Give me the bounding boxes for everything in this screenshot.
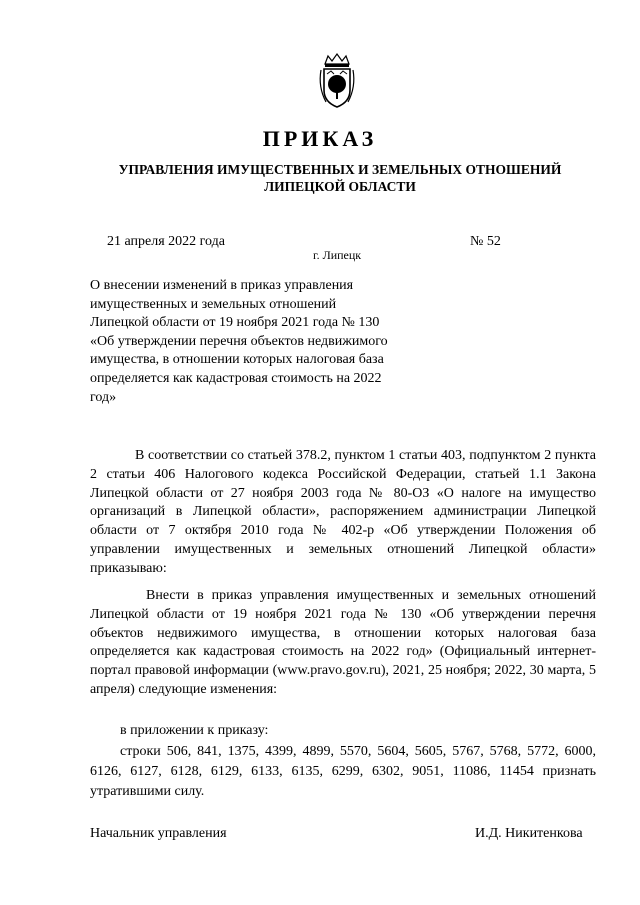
issuing-authority xyxy=(80,161,600,195)
document-number: № 52 xyxy=(470,234,501,249)
rows-list-paragraph: строки 506, 841, 1375, 4399, 4899, 5570, 5604, 5605, 5767, 5768, 5772, 6000, 6126, 6127, 6128, 6129, 6133, 6135, 6299, 6302, 9051, 11086, 11454 признать утратившими силу. xyxy=(90,744,596,799)
issuing-authority-line2: ЛИПЕЦКОЙ ОБЛАСТИ xyxy=(264,179,416,194)
signatory-name: И.Д. Никитенкова xyxy=(475,826,583,841)
document-date: 21 апреля 2022 года xyxy=(107,234,225,249)
appendix-label: в приложении к приказу: xyxy=(120,723,269,738)
document-subject: О внесении изменений в приказ управления имущественных и земельных отношений Липецкой области от 19 ноября 2021 года № 130 «Об утверждении перечня объектов недвижимого имущества, в отношении которых налоговая база определяется как кадастровая стоимость на 2022 год» xyxy=(90,278,388,405)
document-city: г. Липецк xyxy=(313,248,362,262)
document-title: ПРИКАЗ xyxy=(262,126,378,151)
coat-of-arms-icon xyxy=(316,52,358,110)
issuing-authority-line1: УПРАВЛЕНИЯ ИМУЩЕСТВЕННЫХ И ЗЕМЕЛЬНЫХ ОТНОШЕНИЙ xyxy=(118,162,562,177)
order-paragraph: Внести в приказ управления имущественных и земельных отношений Липецкой области от 19 ноября 2021 года № 130 «Об утверждении перечня объектов недвижимого имущества, в отношении которых налоговая база определяется как кадастровая стоимость на 2022 год» (Официальный интернет-портал правовой информации (www.pravo.gov.ru), 2021, 25 ноября; 2022, 30 марта, 5 апреля) следующие изменения: xyxy=(90,588,596,697)
preamble-paragraph: В соответствии со статьей 378.2, пунктом 1 статьи 403, подпунктом 2 пункта 2 статьи 406 Налогового кодекса Российской Федерации, статьей 1.1 Закона Липецкой области от 27 ноября 2003 года № 80-ОЗ «О налоге на имущество организаций в Липецкой области», распоряжением администрации Липецкой области от 7 октября 2010 года № 402-р «Об утверждении Положения об управлении имущественных и земельных отношений Липецкой области» приказываю: xyxy=(90,448,596,576)
signatory-position: Начальник управления xyxy=(90,826,227,841)
